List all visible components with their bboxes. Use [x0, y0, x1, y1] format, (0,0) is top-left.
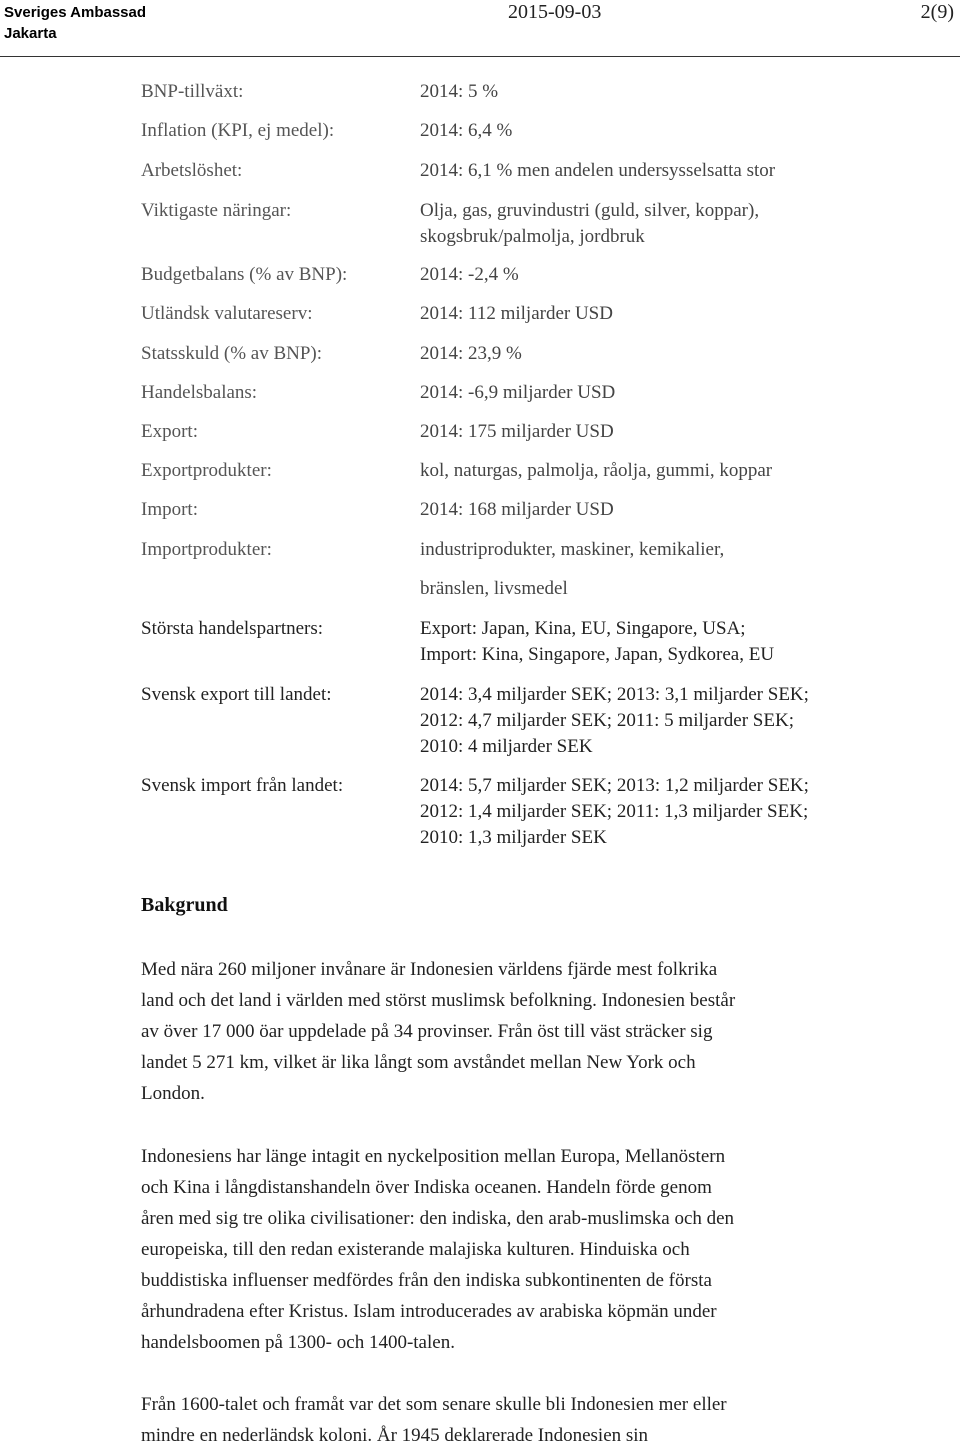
embassy-name: Sveriges Ambassad: [4, 4, 147, 21]
fact-value-export: 2014: 175 miljarder USD: [420, 421, 614, 442]
paragraph-line: land och det land i världen med störst muslimsk befolkning. Indonesien består: [141, 990, 736, 1011]
paragraph-line: handelsboomen på 1300- och 1400-talen.: [141, 1332, 455, 1353]
page-number: 2(9): [920, 1, 954, 23]
paragraph-line: Från 1600-talet och framåt var det som senare skulle bli Indonesien mer eller: [141, 1394, 727, 1415]
fact-value-swedish-export-3: 2010: 4 miljarder SEK: [420, 736, 593, 757]
fact-label-export-products: Exportprodukter:: [141, 460, 272, 481]
fact-value-fx-reserves: 2014: 112 miljarder USD: [420, 303, 613, 324]
fact-label-budget-balance: Budgetbalans (% av BNP):: [141, 264, 348, 285]
fact-value-swedish-import-3: 2010: 1,3 miljarder SEK: [420, 827, 607, 848]
fact-value-trade-partners-2: Import: Kina, Singapore, Japan, Sydkorea, EU: [420, 644, 775, 665]
fact-value-govt-debt: 2014: 23,9 %: [420, 343, 522, 364]
paragraph-line: buddistiska influenser medfördes från den indiska subkontinenten de första: [141, 1270, 712, 1291]
fact-value-import: 2014: 168 miljarder USD: [420, 499, 614, 520]
paragraph-line: åren med sig tre olika civilisationer: den indiska, den arab-muslimska och den: [141, 1208, 735, 1229]
fact-label-gdp-growth: BNP-tillväxt:: [141, 81, 244, 102]
fact-label-unemployment: Arbetslöshet:: [141, 160, 243, 181]
fact-value-swedish-export-1: 2014: 3,4 miljarder SEK; 2013: 3,1 miljarder SEK;: [420, 684, 809, 705]
fact-value-industries-1: Olja, gas, gruvindustri (guld, silver, koppar),: [420, 200, 760, 221]
fact-value-gdp-growth: 2014: 5 %: [420, 81, 499, 102]
fact-value-inflation: 2014: 6,4 %: [420, 120, 513, 141]
fact-value-swedish-export-2: 2012: 4,7 miljarder SEK; 2011: 5 miljarder SEK;: [420, 710, 794, 731]
fact-value-trade-balance: 2014: -6,9 miljarder USD: [420, 382, 616, 403]
fact-value-budget-balance: 2014: -2,4 %: [420, 264, 519, 285]
fact-value-import-products-1: industriprodukter, maskiner, kemikalier,: [420, 539, 725, 560]
fact-label-trade-partners: Största handelspartners:: [141, 618, 324, 639]
fact-label-swedish-import: Svensk import från landet:: [141, 775, 344, 796]
paragraph-line: Med nära 260 miljoner invånare är Indonesien världens fjärde mest folkrika: [141, 959, 718, 980]
fact-label-govt-debt: Statsskuld (% av BNP):: [141, 343, 323, 364]
paragraph: [141, 954, 861, 1109]
document-date: 2015-09-03: [508, 1, 602, 23]
paragraph-line: mindre en nederländsk koloni. År 1945 deklarerade Indonesien sin: [141, 1425, 649, 1446]
fact-label-inflation: Inflation (KPI, ej medel):: [141, 120, 335, 141]
paragraph: [141, 1389, 861, 1451]
fact-value-trade-partners-1: Export: Japan, Kina, EU, Singapore, USA;: [420, 618, 746, 639]
fact-value-export-products: kol, naturgas, palmolja, råolja, gummi, koppar: [420, 460, 773, 481]
paragraph-line: landet 5 271 km, vilket är lika långt som avståndet mellan New York och: [141, 1052, 696, 1073]
fact-value-swedish-import-1: 2014: 5,7 miljarder SEK; 2013: 1,2 miljarder SEK;: [420, 775, 809, 796]
sender-block: [4, 2, 146, 44]
fact-label-import: Import:: [141, 499, 198, 520]
embassy-city: Jakarta: [4, 25, 57, 42]
paragraph: [141, 1141, 861, 1358]
fact-label-trade-balance: Handelsbalans:: [141, 382, 258, 403]
fact-label-industries: Viktigaste näringar:: [141, 200, 292, 221]
paragraph-line: London.: [141, 1083, 205, 1104]
fact-value-unemployment: 2014: 6,1 % men andelen undersysselsatta stor: [420, 160, 776, 181]
paragraph-line: av över 17 000 öar uppdelade på 34 provinser. Från öst till väst sträcker sig: [141, 1021, 713, 1042]
fact-value-swedish-import-2: 2012: 1,4 miljarder SEK; 2011: 1,3 miljarder SEK;: [420, 801, 809, 822]
paragraph-line: århundradena efter Kristus. Islam introducerades av arabiska köpmän under: [141, 1301, 717, 1322]
fact-value-industries-2: skogsbruk/palmolja, jordbruk: [420, 226, 645, 247]
fact-label-export: Export:: [141, 421, 198, 442]
fact-value-import-products-2: bränslen, livsmedel: [420, 578, 568, 599]
paragraph-line: Indonesiens har länge intagit en nyckelposition mellan Europa, Mellanöstern: [141, 1146, 726, 1167]
section-heading: Bakgrund: [141, 894, 228, 916]
paragraph-line: och Kina i långdistanshandeln över Indiska oceanen. Handeln förde genom: [141, 1177, 712, 1198]
fact-label-fx-reserves: Utländsk valutareserv:: [141, 303, 313, 324]
fact-label-import-products: Importprodukter:: [141, 539, 272, 560]
paragraph-line: europeiska, till den redan existerande malajiska kulturen. Hinduiska och: [141, 1239, 690, 1260]
fact-label-swedish-export: Svensk export till landet:: [141, 684, 332, 705]
header-divider: [0, 56, 960, 57]
